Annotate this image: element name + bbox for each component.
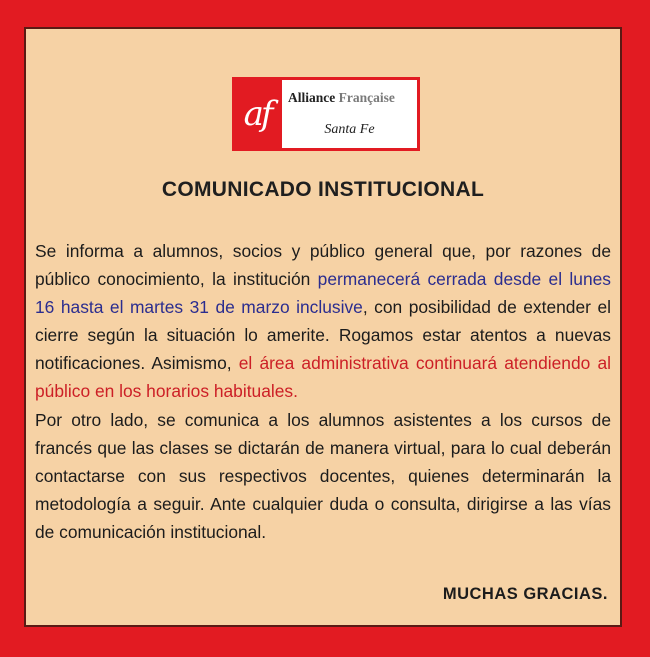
logo-city: Santa Fe xyxy=(324,122,375,137)
alliance-francaise-logo xyxy=(232,77,420,151)
logo-name-alliance: Alliance xyxy=(288,90,336,105)
logo-name xyxy=(288,90,395,106)
closure-intro-text: Se informa a alumnos, socios y público general que, por razones de público conocimiento, la institución xyxy=(35,241,611,290)
logo-mark: af xyxy=(243,94,271,134)
logo-name-francaise: Française xyxy=(338,90,395,105)
closing-thanks: MUCHAS GRACIAS. xyxy=(442,585,608,603)
logo-mark-block xyxy=(235,80,279,148)
notice-title: COMUNICADO INSTITUCIONAL xyxy=(161,178,485,201)
logo-text-block xyxy=(282,80,417,148)
paragraph-closure xyxy=(35,237,611,406)
closure-middle-text: , con posibilidad de extender el cierre según la situación lo amerite. Rogamos estar atentos a nuevas notificaciones. Asimismo, xyxy=(35,297,611,374)
notice-body xyxy=(35,237,611,546)
closure-dates-highlight: permanecerá cerrada desde el lunes 16 hasta el martes 31 de marzo inclusive xyxy=(35,269,611,318)
paragraph-virtual-classes: Por otro lado, se comunica a los alumnos asistentes a los cursos de francés que las clases se dictarán de manera virtual, para lo cual deberán contactarse con sus respectivos docentes, quienes determinarán la metodología a seguir. Ante cualquier duda o consulta, dirigirse a las vías de comunicación institucional. xyxy=(35,409,611,542)
admin-hours-highlight: el área administrativa continuará atendiendo al público en los horarios habituales. xyxy=(35,353,611,402)
notice-panel xyxy=(24,27,622,627)
